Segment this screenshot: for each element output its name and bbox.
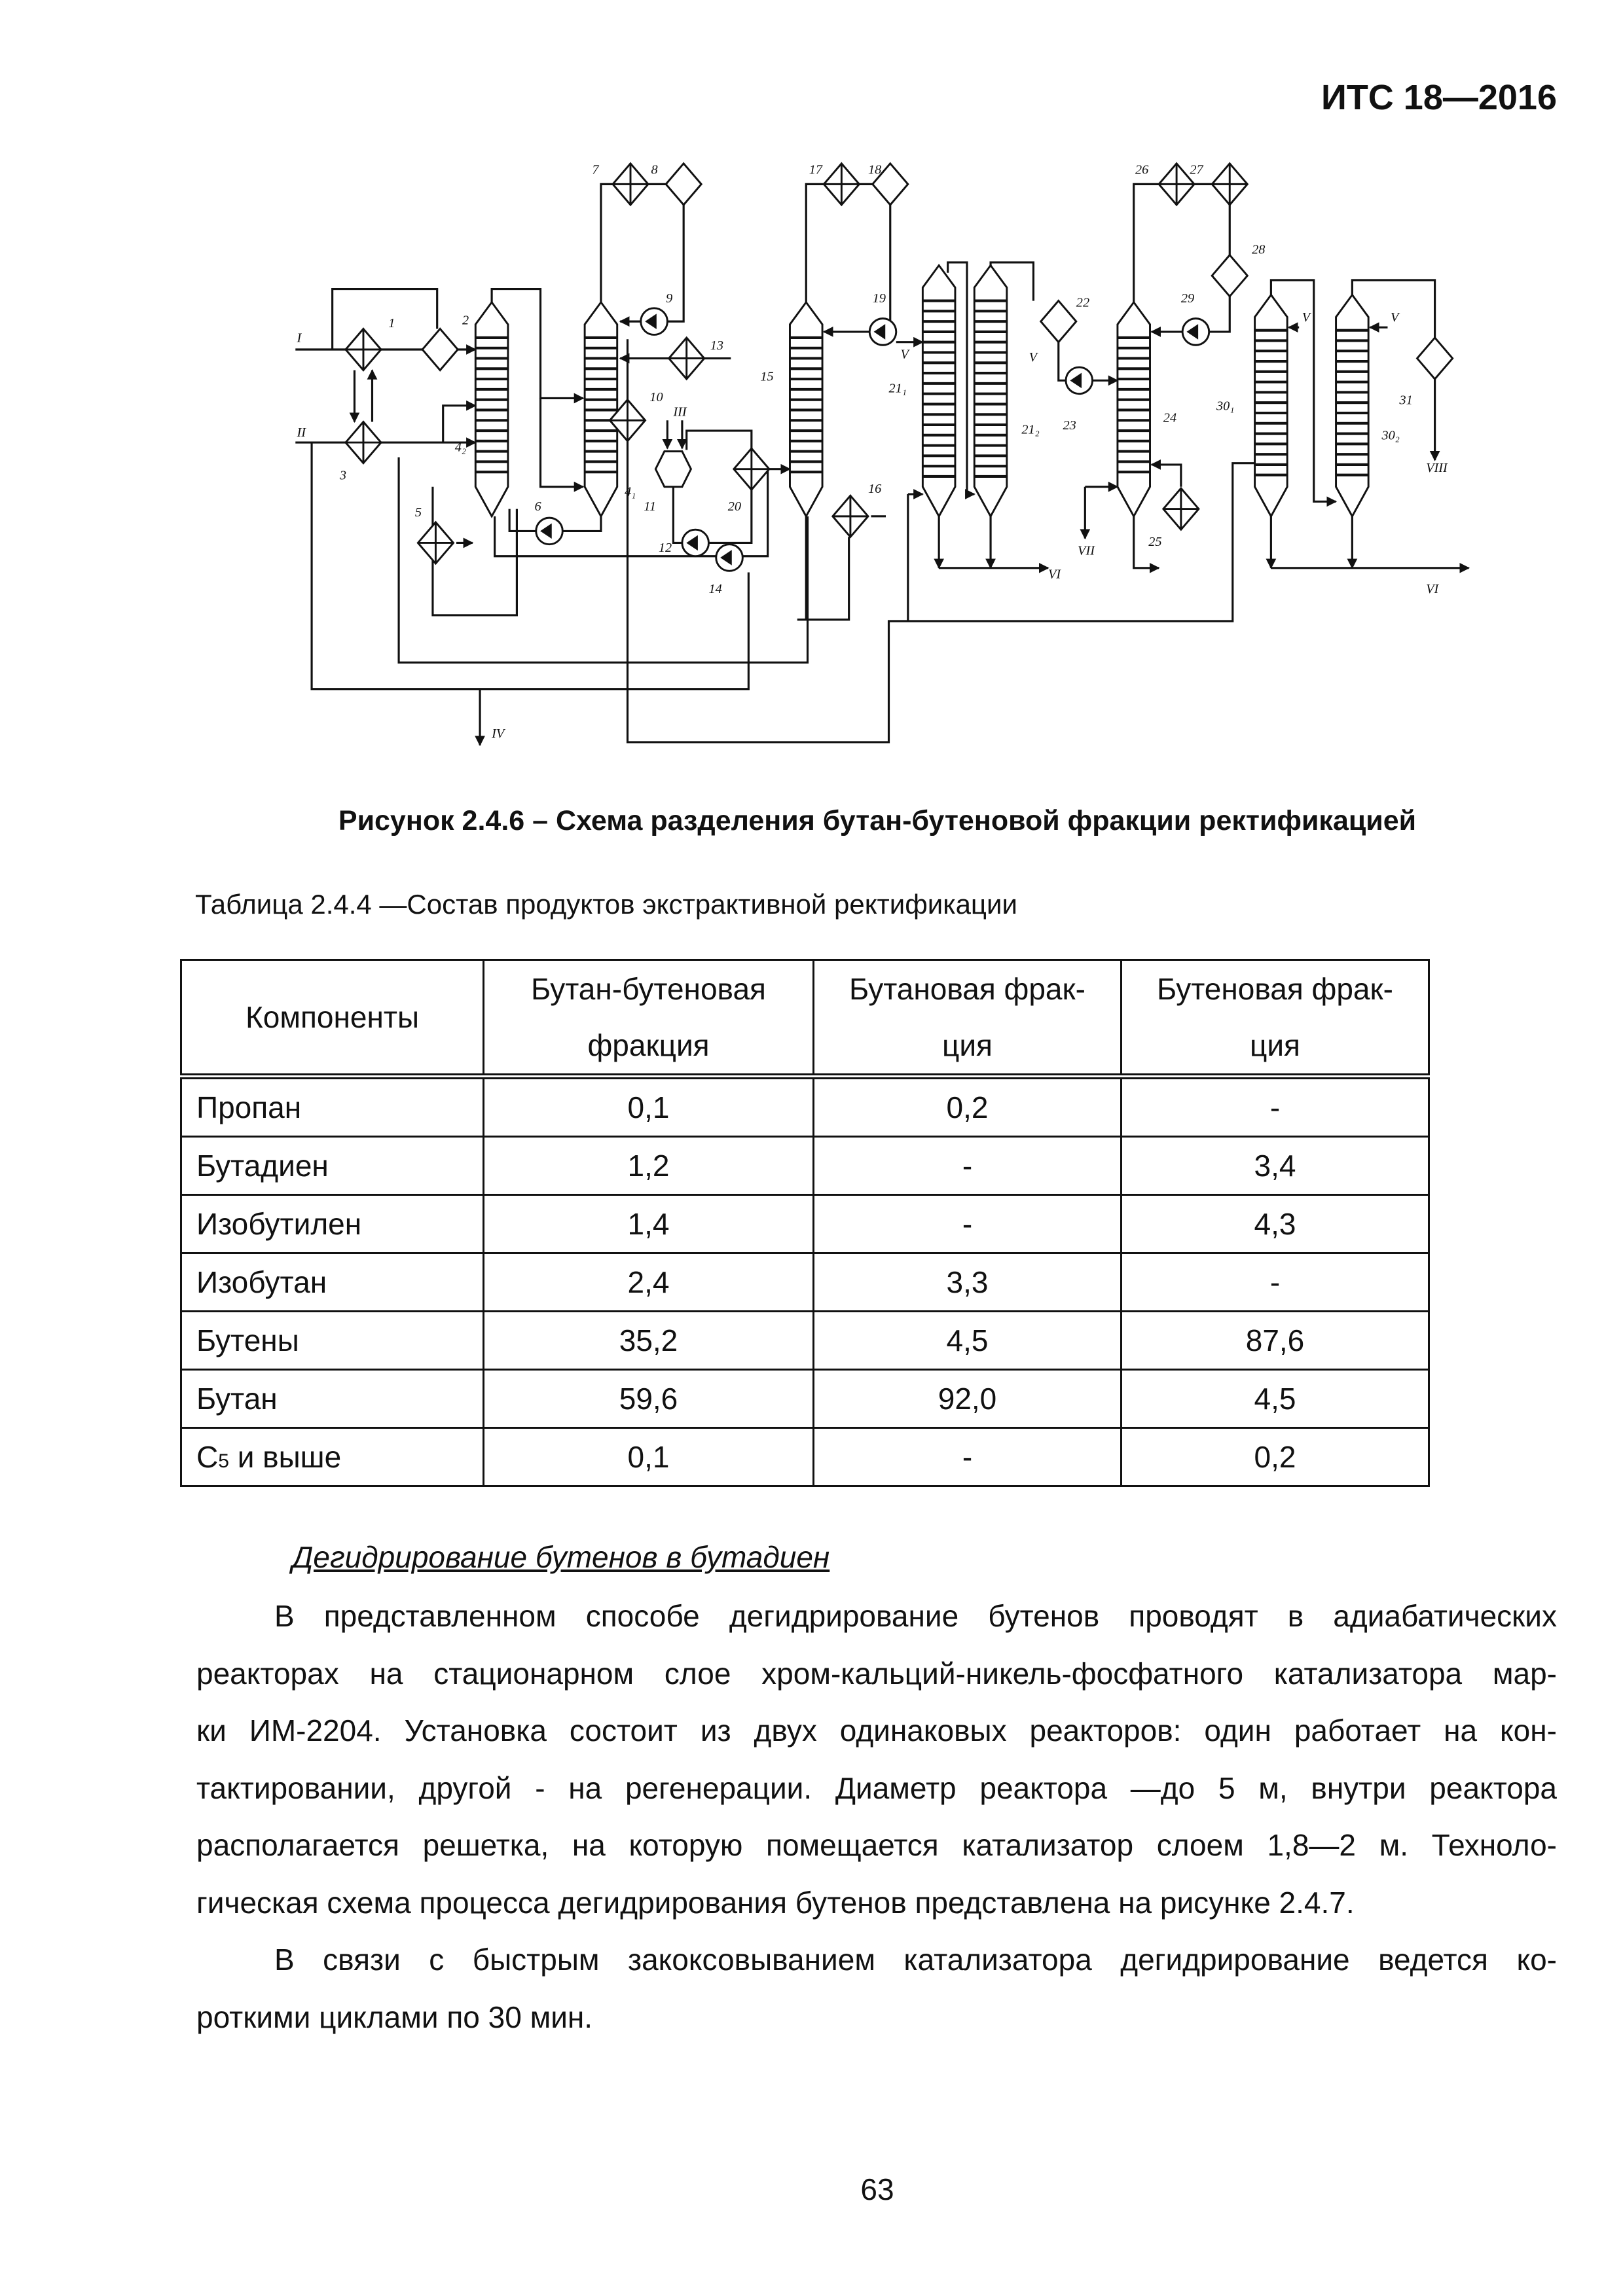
heat-exchanger-cross xyxy=(824,164,859,205)
column-21-2 xyxy=(974,265,1007,516)
unit-label: 29 xyxy=(1180,291,1195,306)
table-row xyxy=(181,1137,1429,1195)
unit-label: 21₂ xyxy=(1021,422,1040,437)
heat-exchanger-cross xyxy=(1212,164,1247,205)
stream-label: VIII xyxy=(1426,461,1448,476)
process-line xyxy=(1134,184,1230,302)
unit-label: 8 xyxy=(651,162,658,177)
text-line: тактировании, другой - на регенерации. Диаметр реактора —до 5 м, внутри реактора xyxy=(196,1770,1557,1805)
value-cell: 4,5 xyxy=(814,1312,1122,1370)
unit-label: 4₁ xyxy=(624,484,636,499)
process-line xyxy=(1152,465,1181,487)
unit-label: 22 xyxy=(1076,295,1090,310)
heat-exchanger-cross xyxy=(418,522,453,564)
stream-label: V xyxy=(1302,310,1311,325)
text-line: ки ИМ-2204. Установка состоит из двух одинаковых реакторов: один работает на кон- xyxy=(196,1713,1557,1748)
process-line xyxy=(890,205,896,332)
value-cell: 59,6 xyxy=(484,1370,814,1428)
unit-label: 25 xyxy=(1148,534,1162,549)
stream-label: V xyxy=(1029,350,1038,365)
value-cell: 2,4 xyxy=(484,1253,814,1312)
process-line xyxy=(540,398,583,486)
stream-label: VI xyxy=(1426,582,1439,597)
document-id: ИТС 18—2016 xyxy=(1321,78,1557,117)
value-cell: 92,0 xyxy=(814,1370,1122,1428)
heat-exchanger-cross xyxy=(1159,164,1194,205)
unit-label: 4₂ xyxy=(454,440,466,455)
unit-label: 2 xyxy=(462,313,469,328)
component-name-cell: Бутены xyxy=(181,1312,484,1370)
unit-label: 27 xyxy=(1190,162,1203,177)
value-cell: - xyxy=(1122,1253,1429,1312)
process-line xyxy=(1059,342,1066,381)
value-cell: - xyxy=(814,1428,1122,1486)
process-line xyxy=(687,431,752,450)
stream-label: III xyxy=(673,404,687,420)
value-cell: 0,1 xyxy=(484,1428,814,1486)
component-name-cell: Бутан xyxy=(181,1370,484,1428)
component-name-cell: Изобутилен xyxy=(181,1195,484,1253)
value-cell: 1,4 xyxy=(484,1195,814,1253)
figure-caption: Рисунок 2.4.6 – Схема разделения бутан-бутеновой фракции ректификацией xyxy=(338,805,1417,836)
process-line xyxy=(1209,296,1230,332)
unit-label: 13 xyxy=(710,338,724,353)
component-name-cell: Пропан xyxy=(181,1077,484,1137)
column-21-1 xyxy=(922,265,955,516)
unit-label: 20 xyxy=(727,499,742,514)
separator-22 xyxy=(1041,301,1076,342)
table-row xyxy=(181,1370,1429,1428)
unit-label: 14 xyxy=(708,582,722,597)
page-number: 63 xyxy=(860,2172,894,2206)
table-row xyxy=(181,1077,1429,1137)
stream-label: VII xyxy=(1078,543,1095,558)
table-header-row xyxy=(181,960,1429,1077)
unit-label: 12 xyxy=(658,540,672,555)
stream-label: V xyxy=(1390,310,1399,325)
unit-label: 6 xyxy=(534,499,541,514)
stream-label: VI xyxy=(1048,567,1061,582)
unit-label: 10 xyxy=(649,389,663,404)
section-heading: Дегидрирование бутенов в бутадиен xyxy=(292,1540,830,1574)
stream-label: IV xyxy=(492,726,505,742)
unit-label: 15 xyxy=(760,369,774,384)
heat-exchanger-cross xyxy=(833,495,868,537)
component-name-cell: Бутадиен xyxy=(181,1137,484,1195)
unit-label: 28 xyxy=(1252,242,1266,257)
separator-28 xyxy=(1212,255,1247,296)
unit-label: 7 xyxy=(592,162,599,177)
value-cell: 0,2 xyxy=(1122,1428,1429,1486)
table-title: Таблица 2.4.4 —Состав продуктов экстрактивной ректификации xyxy=(195,889,1017,920)
value-cell: - xyxy=(814,1137,1122,1195)
value-cell: 0,2 xyxy=(814,1077,1122,1137)
column-header: Бутан-бутеновая фракция xyxy=(484,960,814,1077)
unit-label: 5 xyxy=(414,505,422,520)
column-30-2 xyxy=(1336,295,1369,516)
heat-exchanger-cross xyxy=(1163,488,1199,529)
value-cell: 4,3 xyxy=(1122,1195,1429,1253)
unit-label: 24 xyxy=(1163,410,1177,425)
text-line: реакторах на стационарном слое хром-кальций-никель-фосфатного катализатора мар- xyxy=(196,1656,1557,1691)
unit-label: 21₁ xyxy=(888,381,907,396)
column-header: Бутеновая фрак-ция xyxy=(1122,960,1429,1077)
text-line: В представленном способе дегидрирование бутенов проводят в адиабатических xyxy=(274,1599,1557,1633)
process-line xyxy=(443,406,476,442)
column-header: Бутановая фрак-ция xyxy=(814,960,1122,1077)
unit-label: 3 xyxy=(339,468,347,483)
table-row xyxy=(181,1428,1429,1486)
text-line: гическая схема процесса дегидрирования бутенов представлена на рисунке 2.4.7. xyxy=(196,1885,1355,1920)
process-line xyxy=(509,509,536,531)
unit-label: 17 xyxy=(809,162,823,177)
process-line xyxy=(708,490,751,543)
process-line xyxy=(806,184,890,302)
value-cell: 87,6 xyxy=(1122,1312,1429,1370)
heat-exchanger-cross xyxy=(613,164,648,205)
unit-label: 19 xyxy=(872,291,886,306)
separator-31 xyxy=(1417,338,1453,379)
unit-label: 23 xyxy=(1063,418,1076,433)
unit-label: 16 xyxy=(867,481,882,496)
process-flow-diagram xyxy=(288,147,1484,760)
unit-label: 31 xyxy=(1399,393,1413,408)
heat-exchanger-cross xyxy=(346,329,381,370)
value-cell: 35,2 xyxy=(484,1312,814,1370)
table-row xyxy=(181,1312,1429,1370)
component-name-cell: C5 и выше xyxy=(181,1428,484,1486)
unit-label: 1 xyxy=(388,316,395,331)
process-line xyxy=(333,289,437,350)
text-line: роткими циклами по 30 мин. xyxy=(196,2000,593,2034)
column-header: Компоненты xyxy=(181,960,484,1077)
process-line xyxy=(601,184,684,302)
table-row xyxy=(181,1195,1429,1253)
stream-label: V xyxy=(900,347,909,362)
unit-label: 11 xyxy=(644,499,657,514)
process-line xyxy=(562,516,601,531)
value-cell: 1,2 xyxy=(484,1137,814,1195)
text-line: располагается решетка, на которую помещается катализатор слоем 1,8—2 м. Техноло- xyxy=(196,1828,1557,1862)
heat-exchanger-cross xyxy=(669,338,704,379)
value-cell: - xyxy=(1122,1077,1429,1137)
text-line: В связи с быстрым закоксовыванием катализатора дегидрирование ведется ко- xyxy=(274,1943,1557,1977)
unit-label: 30₂ xyxy=(1381,428,1400,443)
paragraph xyxy=(196,1588,1557,1931)
table-row xyxy=(181,1253,1429,1312)
unit-label: 18 xyxy=(867,162,882,177)
heat-exchanger-cross xyxy=(346,422,381,463)
stream-label: I xyxy=(297,331,302,346)
separator-8 xyxy=(666,164,701,205)
unit-label: 9 xyxy=(666,291,673,306)
component-name-cell: Изобутан xyxy=(181,1253,484,1312)
stream-label: II xyxy=(297,425,306,440)
process-line xyxy=(673,487,682,543)
composition-table xyxy=(180,959,1430,1487)
separator-2 xyxy=(422,329,458,370)
paragraph xyxy=(196,1931,1557,2046)
value-cell: 3,4 xyxy=(1122,1137,1429,1195)
column-30-1 xyxy=(1255,295,1288,516)
heat-exchanger-cross xyxy=(734,448,769,490)
value-cell: 0,1 xyxy=(484,1077,814,1137)
value-cell: - xyxy=(814,1195,1122,1253)
unit-label: 26 xyxy=(1135,162,1149,177)
process-line xyxy=(797,537,849,619)
value-cell: 4,5 xyxy=(1122,1370,1429,1428)
vessel-11 xyxy=(655,452,691,487)
unit-label: 30₁ xyxy=(1216,399,1235,414)
value-cell: 3,3 xyxy=(814,1253,1122,1312)
